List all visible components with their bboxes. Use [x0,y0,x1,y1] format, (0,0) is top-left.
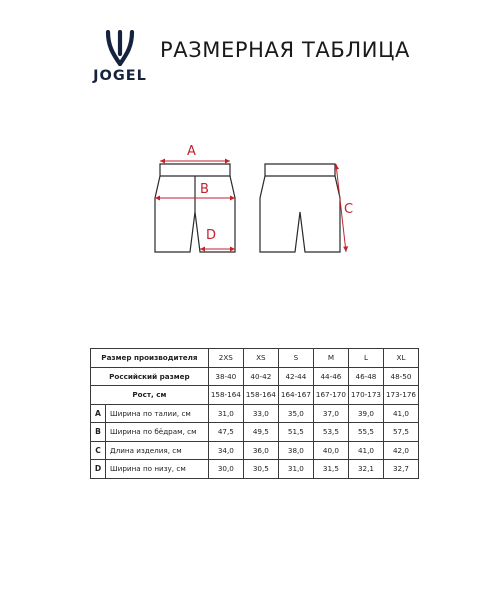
measure-d-line [200,247,235,252]
shorts-back-outline [260,164,340,252]
size-header-cell: 2XS [208,349,243,368]
table-cell: 30,0 [208,460,243,479]
page-title: РАЗМЕРНАЯ ТАБЛИЦА [160,38,410,62]
table-cell: 57,5 [383,423,418,442]
table-row [91,423,419,442]
measure-a-label: A [187,144,196,159]
table-cell: 44-46 [313,367,348,386]
table-cell: 35,0 [278,404,313,423]
measure-d-label: D [206,228,217,243]
table-cell: 33,0 [243,404,278,423]
row-description: Ширина по талии, см [106,404,209,423]
table-cell: 32,1 [348,460,383,479]
row-description: Ширина по низу, см [106,460,209,479]
size-header-cell: L [348,349,383,368]
table-row [91,404,419,423]
table-row [91,441,419,460]
russian-size-label: Российский размер [91,367,209,386]
measure-a-line [160,159,230,164]
shorts-diagram [150,140,360,260]
table-cell: 37,0 [313,404,348,423]
table-cell: 40-42 [243,367,278,386]
table-cell: 30,5 [243,460,278,479]
table-cell: 49,5 [243,423,278,442]
jogel-emblem-icon [104,30,136,66]
table-cell: 158-164 [208,386,243,405]
height-label: Рост, см [91,386,209,405]
table-row [91,367,419,386]
row-description: Длина изделия, см [106,441,209,460]
table-cell: 38-40 [208,367,243,386]
table-cell: 48-50 [383,367,418,386]
table-cell: 55,5 [348,423,383,442]
row-letter: B [91,423,106,442]
jogel-logo [88,30,152,88]
table-cell: 51,5 [278,423,313,442]
table-cell: 31,0 [278,460,313,479]
table-cell: 42,0 [383,441,418,460]
table-cell: 167-170 [313,386,348,405]
table-cell: 40,0 [313,441,348,460]
table-cell: 46-48 [348,367,383,386]
table-cell: 158-164 [243,386,278,405]
table-cell: 42-44 [278,367,313,386]
shorts-front-back-drawing [150,140,360,260]
row-letter: C [91,441,106,460]
table-cell: 173-176 [383,386,418,405]
table-cell: 36,0 [243,441,278,460]
size-header-cell: M [313,349,348,368]
table-cell: 38,0 [278,441,313,460]
table-cell: 164-167 [278,386,313,405]
size-header-cell: S [278,349,313,368]
table-row [91,349,419,368]
table-cell: 34,0 [208,441,243,460]
table-cell: 41,0 [383,404,418,423]
shorts-front-outline [155,164,235,252]
brand-name: JOGEL [93,68,147,84]
size-chart-table [90,348,419,479]
size-header-cell: XL [383,349,418,368]
table-cell: 53,5 [313,423,348,442]
table-row [91,460,419,479]
row-letter: A [91,404,106,423]
table-cell: 41,0 [348,441,383,460]
table-cell: 39,0 [348,404,383,423]
row-letter: D [91,460,106,479]
size-header-cell: XS [243,349,278,368]
table-cell: 32,7 [383,460,418,479]
table-cell: 170-173 [348,386,383,405]
measure-b-label: B [200,182,209,197]
table-cell: 47,5 [208,423,243,442]
measure-c-label: C [344,202,354,217]
table-row [91,386,419,405]
row-description: Ширина по бёдрам, см [106,423,209,442]
table-cell: 31,5 [313,460,348,479]
manufacturer-size-label: Размер производителя [91,349,209,368]
table-cell: 31,0 [208,404,243,423]
